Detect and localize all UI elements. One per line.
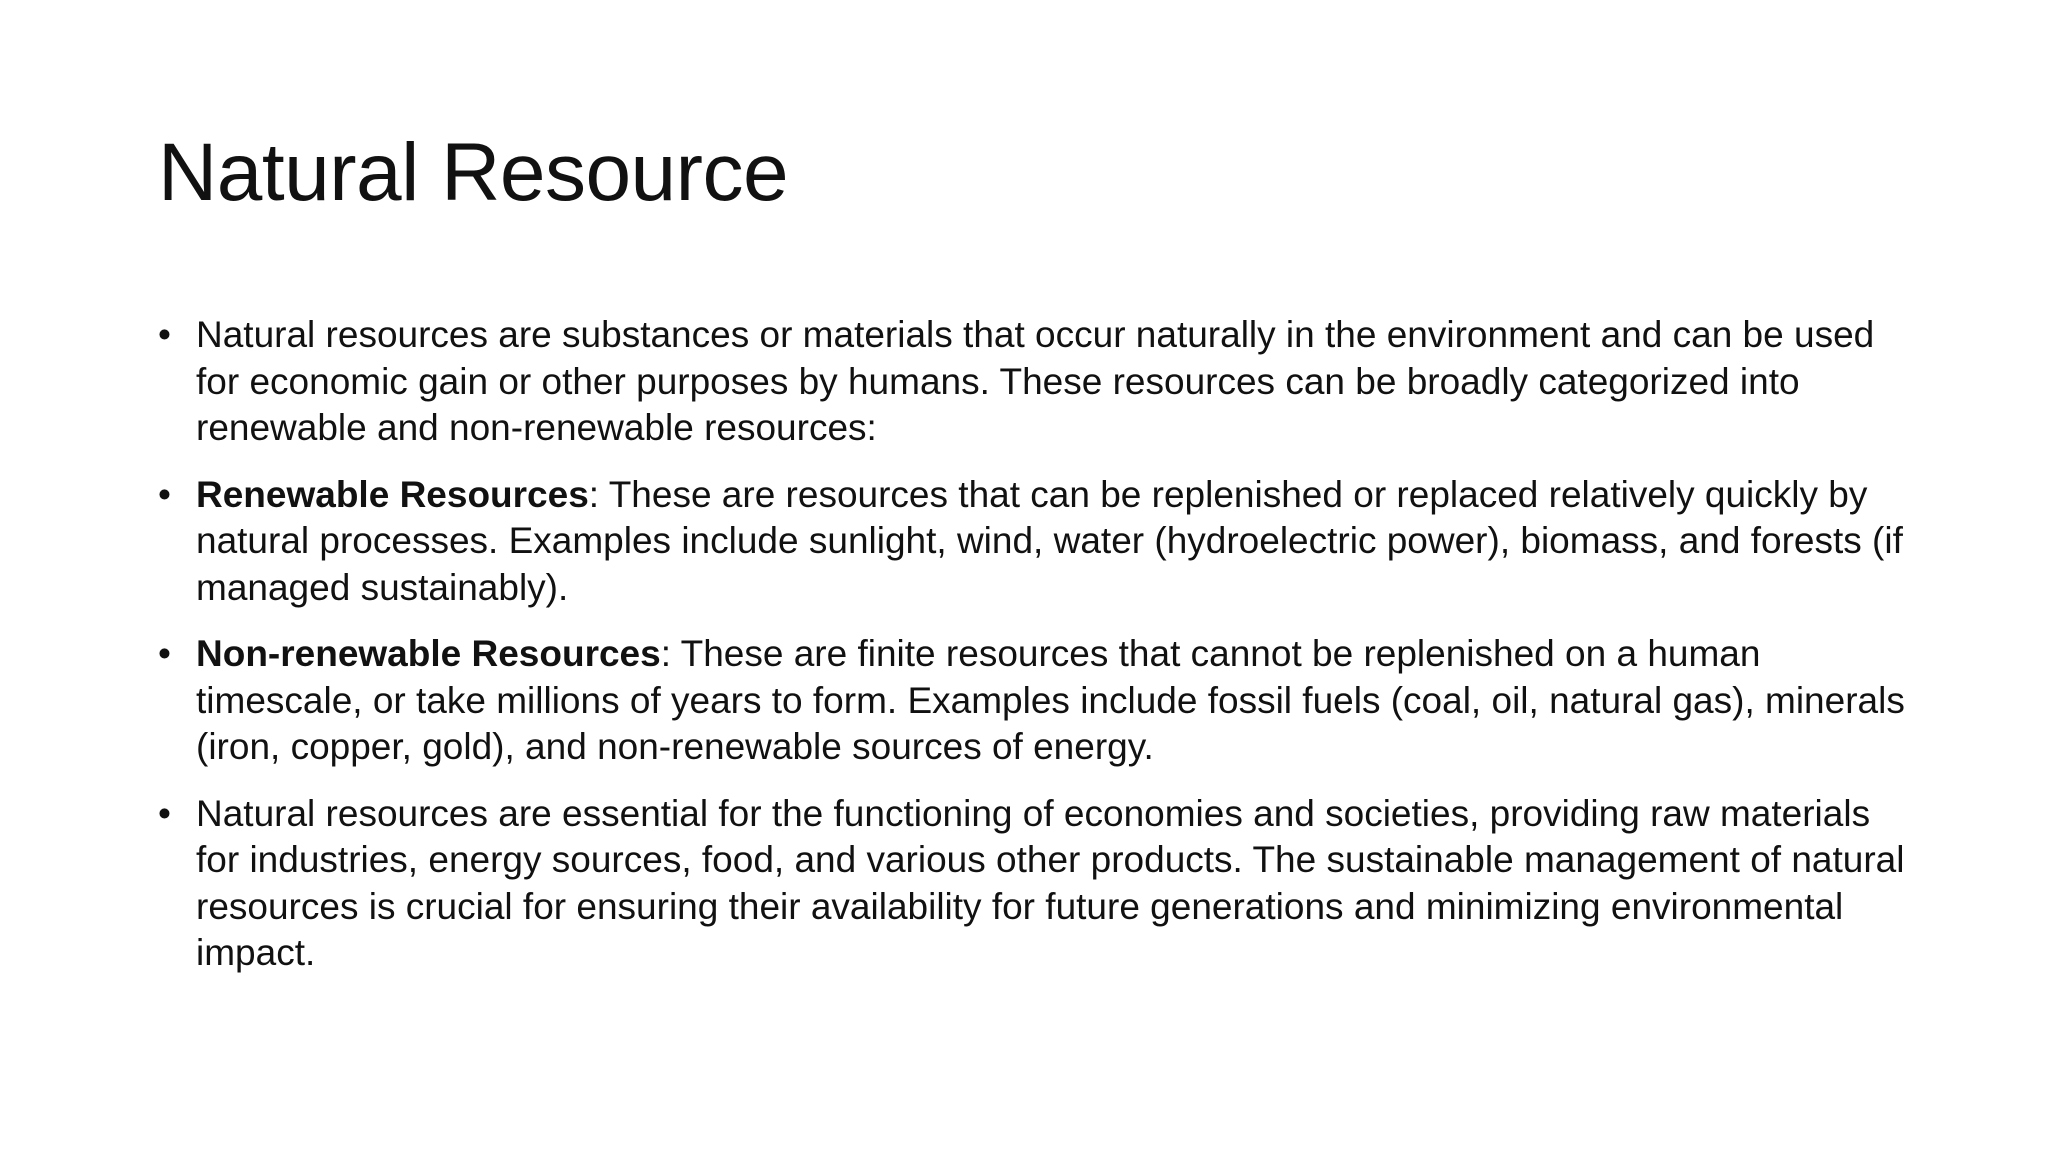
bullet-text: : These are finite resources that cannot be replenished on a human timescale, or take millions of years to form. Examples include fossil fuels (coal, oil, natural gas), minerals (iron, copper, gold), and non-renewable sources of energy. [196, 633, 1905, 767]
slide-title: Natural Resource [158, 127, 789, 218]
bullet-item-renewable [158, 472, 1918, 612]
bullet-term: Non-renewable Resources [196, 633, 661, 674]
bullet-list [158, 312, 1918, 997]
bullet-icon: • [158, 792, 171, 834]
bullet-text: : These are resources that can be replenished or replaced relatively quickly by natural processes. Examples include sunlight, wind, water (hydroelectric power), biomass, and forests (if managed sustainably). [196, 473, 1903, 608]
bullet-item-non-renewable [158, 631, 1918, 771]
bullet-item-intro [158, 312, 1918, 452]
bullet-text: Natural resources are substances or materials that occur naturally in the environment and can be used for economic gain or other purposes by humans. These resources can be broadly categorized into renewable and non-renewable resources: [196, 314, 1875, 448]
bullet-term: Renewable Resources [196, 473, 589, 515]
bullet-text: Natural resources are essential for the functioning of economies and societies, providing raw materials for industries, energy sources, food, and various other products. The sustainable management of natural resources is crucial for ensuring their availability for future generations and minimizing environmental impact. [196, 792, 1905, 973]
bullet-icon: • [158, 473, 171, 515]
bullet-icon: • [158, 633, 171, 674]
bullet-icon: • [158, 314, 171, 355]
bullet-item-importance [158, 791, 1918, 977]
